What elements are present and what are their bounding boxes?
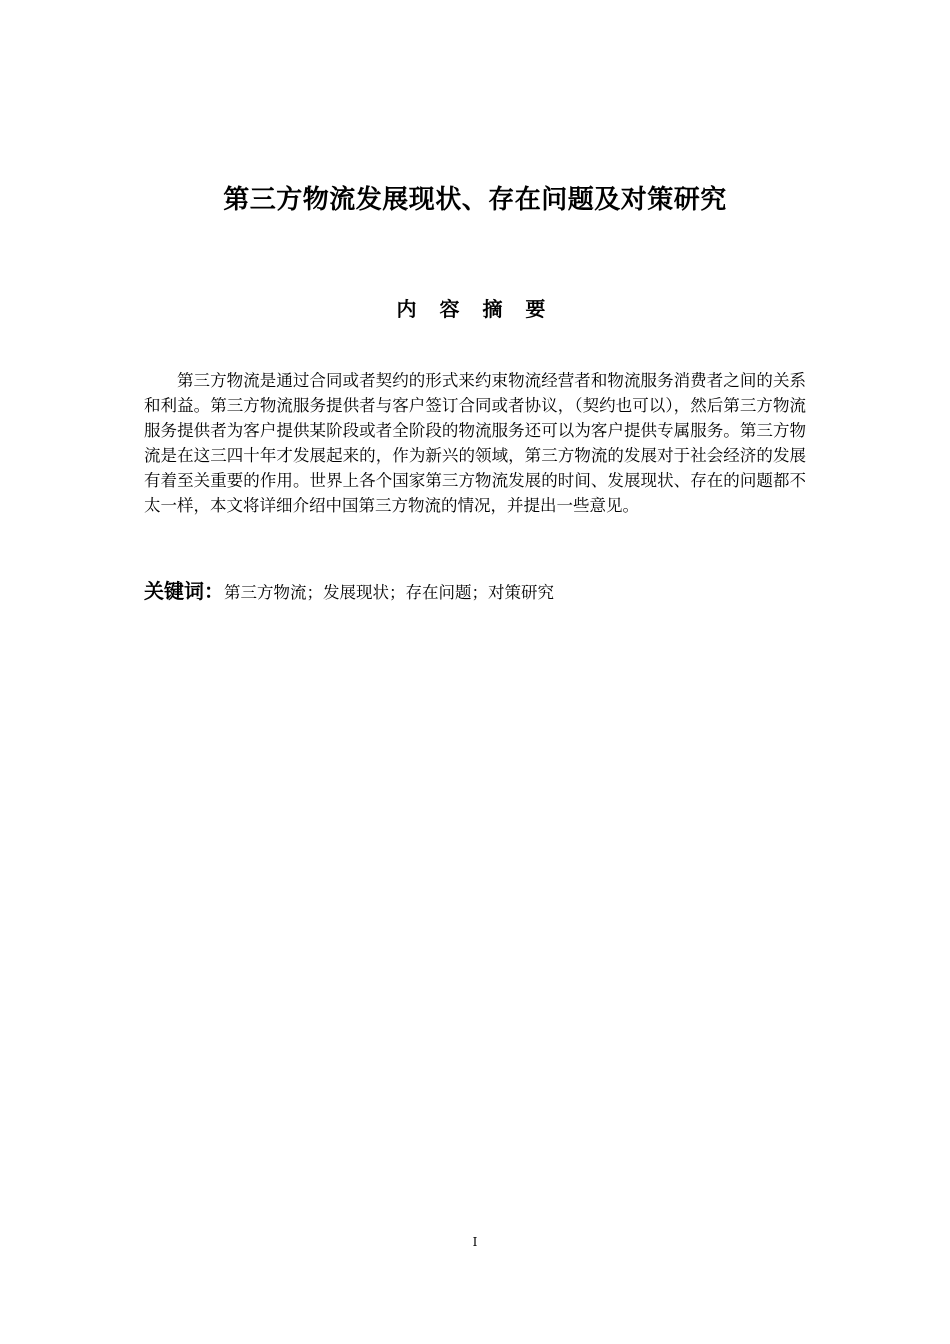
keywords-line <box>144 575 806 609</box>
document-title: 第三方物流发展现状、存在问题及对策研究 <box>223 185 727 215</box>
keywords-values: 第三方物流；发展现状；存在问题；对策研究 <box>224 583 554 602</box>
keywords-label: 关键词： <box>144 579 224 603</box>
abstract-paragraph: 第三方物流是通过合同或者契约的形式来约束物流经营者和物流服务消费者之间的关系和利益。第三方物流服务提供者与客户签订合同或者协议，（契约也可以），然后第三方物流服务提供者为客户提供某阶段或者全阶段的物流服务还可以为客户提供专属服务。第三方物流是在这三四十年才发展起来的，作为新兴的领域，第三方物流的发展对于社会经济的发展有着至关重要的作用。世界上各个国家第三方物流发展的时间、发展现状、存在的问题都不太一样，本文将详细介绍中国第三方物流的情况，并提出一些意见。 <box>144 371 806 515</box>
abstract-heading: 内 容 摘 要 <box>396 297 554 321</box>
page-number: I <box>472 1235 478 1249</box>
